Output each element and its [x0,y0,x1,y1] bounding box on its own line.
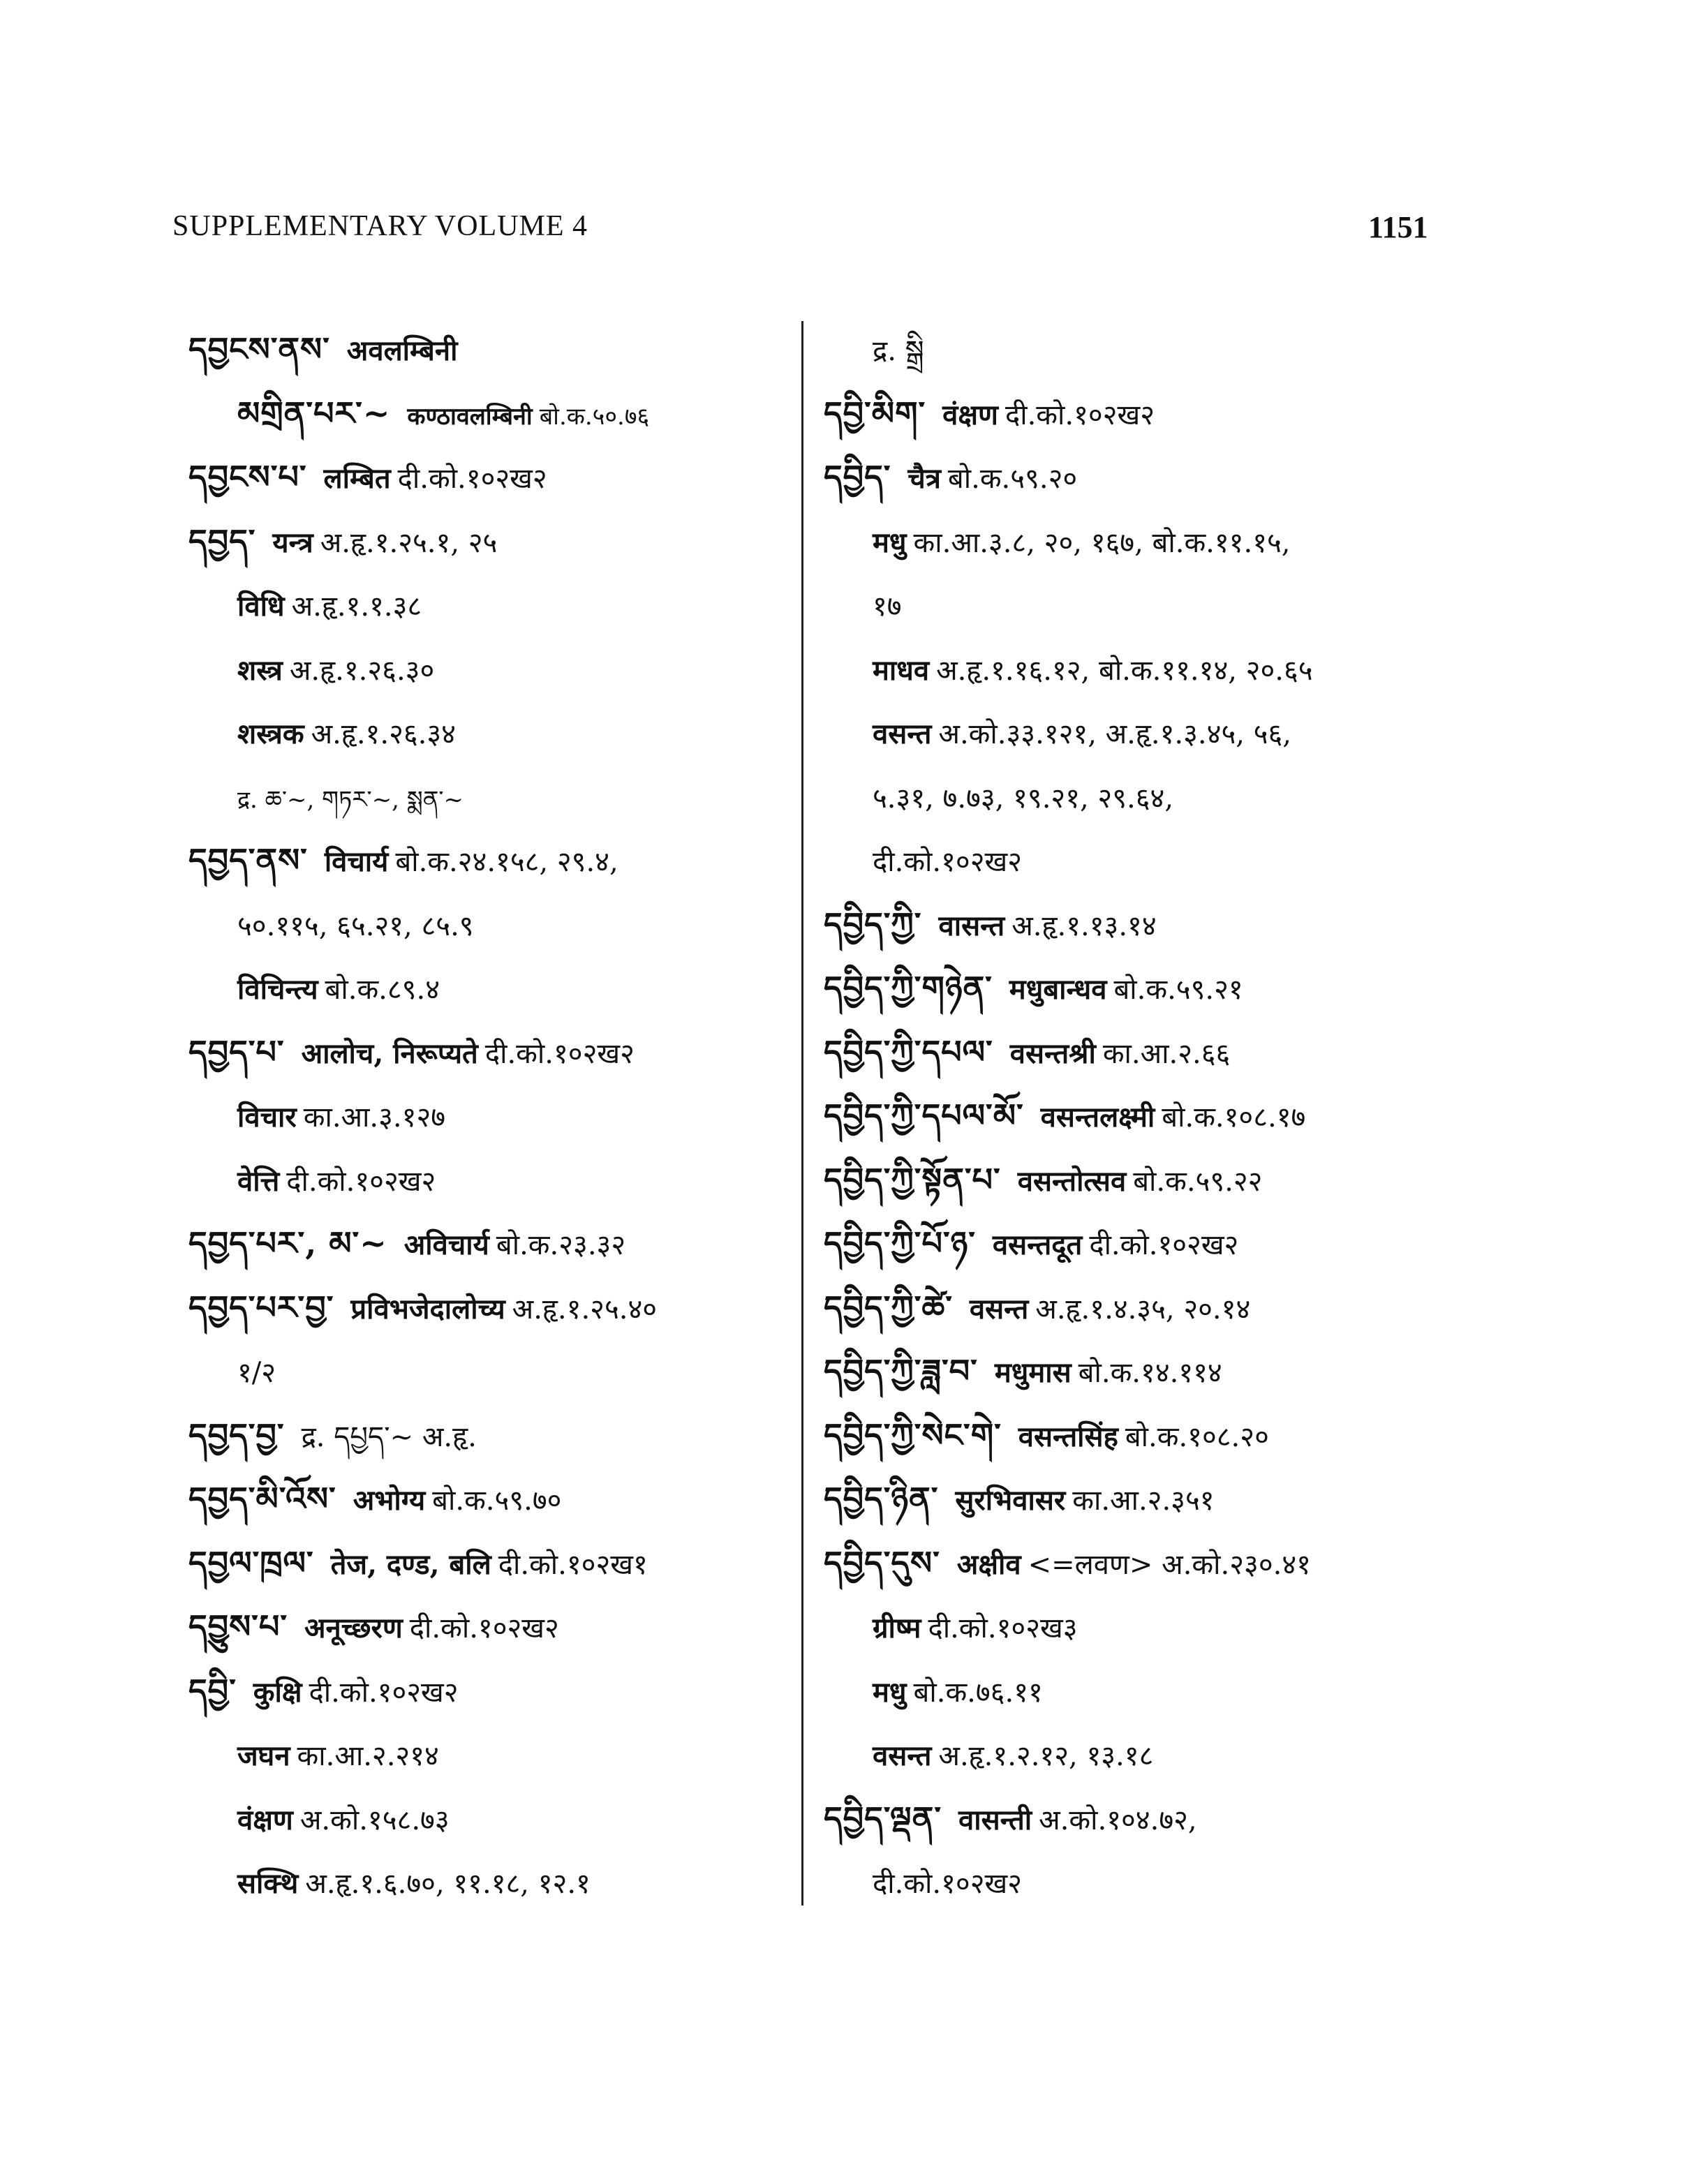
tibetan-headword: དབྱུས་པ་ [188,1607,288,1645]
dictionary-subentry [824,510,1522,574]
dictionary-entry [188,318,789,382]
dictionary-entry [824,1787,1522,1851]
sanskrit-equivalent: सुरभिवासर [955,1484,1066,1517]
dictionary-subentry [188,893,789,957]
source-reference: का.आ.२.३५१ [1072,1485,1215,1517]
source-reference: बो.क.५९.७० [432,1485,562,1517]
tibetan-headword: དབྱལ་ཁྲལ་ [188,1543,314,1582]
source-reference: द्र. ཆ་~, གཏར་~, སྨན་~ [237,785,464,814]
tibetan-headword: དབྱངས་པ་ [188,458,307,496]
source-reference: अ.हृ.१.४.३५, २०.१४ [1035,1293,1251,1325]
source-reference: अ.हृ.१.२.१२, १३.१८ [938,1740,1154,1772]
sanskrit-equivalent: वसन्त [873,718,932,750]
sanskrit-equivalent: ग्रीष्म [873,1612,921,1644]
dictionary-subentry [188,382,789,446]
source-reference: दी.को.१०२ख२ [873,846,1023,878]
dictionary-entry [188,510,789,574]
tibetan-headword: དབྱིད་ཀྱི་གཉེན་ [824,969,993,1006]
source-reference: अ.को.१५८.७३ [299,1804,450,1836]
sanskrit-equivalent: प्रविभजेदालोच्य [350,1292,505,1325]
sanskrit-equivalent: वसन्त [969,1292,1029,1325]
dictionary-entry [824,1531,1522,1596]
dictionary-subentry [188,701,789,765]
tibetan-headword: དབྱིད་ཀྱི་པོ་ཉ་ [824,1224,976,1262]
tibetan-headword: དབྱིད་ཀྱི་དཔལ་མོ་ [824,1097,1024,1134]
source-reference: बो.क.५९.२० [947,463,1078,495]
sanskrit-equivalent: अविचार्य [403,1228,489,1261]
source-reference: बो.क.२४.१५८, २९.४, [395,846,618,878]
dictionary-entry [824,1212,1522,1276]
dictionary-subentry [824,701,1522,765]
tibetan-headword: དབྱད་པར་, མ་~ [188,1224,387,1262]
sanskrit-equivalent: माधव [873,653,930,687]
tibetan-headword: དབྱད་མི་འོས་ [188,1480,336,1517]
running-header: SUPPLEMENTARY VOLUME 4 [172,210,588,242]
dictionary-entry [824,1404,1522,1468]
dictionary-subentry [824,765,1522,829]
source-reference: बो.क.८९.४ [325,974,440,1006]
dictionary-subentry [824,829,1522,893]
source-reference: अ.हृ.१.६.७०, ११.१८, १२.१ [305,1868,591,1900]
tibetan-headword: དབྱིད་ཉིན་ [824,1480,939,1517]
sanskrit-equivalent: सक्थि [237,1867,299,1900]
column-divider [801,321,803,1906]
source-reference: दी.को.१०२ख२ [286,1165,436,1198]
sanskrit-equivalent: शस्त्रक [237,718,304,750]
source-reference: अ.हृ.१.१३.१४ [1011,909,1157,942]
dictionary-entry [188,1659,789,1723]
page-number: 1151 [1368,210,1428,244]
dictionary-entry [824,1020,1522,1085]
tibetan-headword: མགྲིན་པར་~ [237,394,391,432]
tibetan-headword: དབྱི་མིག་ [824,394,926,432]
source-reference: १७ [873,590,902,623]
sanskrit-equivalent: मधुबान्धव [1009,973,1107,1006]
dictionary-subentry [188,765,789,829]
source-reference: अ.को.१०४.७२, [1039,1804,1197,1836]
source-reference: का.आ.२.२१४ [297,1740,439,1772]
sanskrit-equivalent: लम्बित [323,462,391,495]
dictionary-subentry [824,1595,1522,1659]
tibetan-headword: དབྱིད་ཀྱི་ཚེ་ [824,1288,953,1326]
sanskrit-equivalent: अनूच्छरण [304,1612,403,1644]
source-reference: अ.हृ.१.१.३८ [291,590,422,623]
source-reference: दी.को.१०२ख१ [498,1548,648,1581]
sanskrit-equivalent: अक्षीव [956,1547,1021,1581]
sanskrit-equivalent: वसन्तलक्ष्मी [1040,1101,1155,1134]
source-reference: अ.को.३३.१२१, अ.हृ.१.३.४५, ५६, [938,718,1291,750]
sanskrit-equivalent: वासन्ती [958,1803,1032,1836]
source-reference: <=लवण> अ.को.२३०.४१ [1028,1548,1311,1581]
tibetan-headword: དབྱིད་ཀྱི་སྟོན་པ་ [824,1160,1001,1198]
dictionary-entry [188,829,789,893]
dictionary-subentry [824,573,1522,637]
dictionary-entry [824,1276,1522,1340]
source-reference: दी.को.१०२ख३ [928,1612,1078,1644]
source-reference: बो.क.१०८.२० [1125,1420,1269,1453]
dictionary-entry [188,1276,789,1340]
tibetan-headword: དབྱིད་ཀྱི་དཔལ་ [824,1032,993,1071]
source-reference: बो.क.५९.२२ [1133,1165,1263,1198]
source-reference: द्र. སྒྲི [873,335,924,367]
tibetan-headword: དབྱིད་ཀྱི་ཟླ་བ་ [824,1352,978,1390]
source-reference: दी.को.१०२ख२ [1089,1229,1239,1261]
tibetan-headword: དབྱངས་ནས་ [188,330,330,368]
dictionary-entry [188,445,789,510]
sanskrit-equivalent: यन्त्र [272,526,313,559]
sanskrit-equivalent: अभोग्य [353,1484,426,1517]
dictionary-entry [824,1467,1522,1531]
source-reference: बो.क.७६.११ [913,1676,1043,1709]
sanskrit-equivalent: कुक्षि [253,1675,302,1709]
dictionary-entry [824,382,1522,446]
sanskrit-equivalent: विधि [237,590,285,623]
source-reference: बो.क.१०८.१७ [1162,1101,1306,1134]
sanskrit-equivalent: वसन्तसिंह [1018,1420,1118,1453]
sanskrit-equivalent: जघन [237,1739,290,1772]
dictionary-entry [824,1339,1522,1404]
left-column [188,318,789,1915]
source-reference: का.आ.३.१२७ [303,1101,446,1134]
source-reference: ५.३१, ७.७३, १९.२१, २९.६४, [873,782,1174,815]
sanskrit-equivalent: वसन्त [873,1739,932,1772]
source-reference: दी.को.१०२ख२ [484,1037,635,1070]
dictionary-entry [824,893,1522,957]
sanskrit-equivalent: वंक्षण [942,398,998,431]
sanskrit-equivalent: वसन्तदूत [992,1228,1083,1261]
right-column [824,318,1522,1915]
dictionary-entry [824,445,1522,510]
source-reference: दी.को.१०२ख२ [397,463,547,495]
source-reference: अ.हृ.१.२६.३० [289,654,435,687]
dictionary-subentry [188,637,789,701]
sanskrit-equivalent: वसन्तश्री [1009,1037,1096,1070]
source-reference: अ.हृ.१.२५.४० [512,1293,658,1325]
sanskrit-equivalent: मधु [873,526,907,559]
tibetan-headword: དབྱད་པར་བྱ་ [188,1288,334,1326]
source-reference: दी.को.१०२ख२ [409,1612,559,1644]
sanskrit-equivalent: वंक्षण [237,1803,293,1836]
tibetan-headword: དབྱིད་ཀྱི་ [824,905,922,943]
dictionary-subentry [188,573,789,637]
dictionary-subentry [188,956,789,1020]
source-reference: १/२ [237,1357,276,1389]
sanskrit-equivalent: वेत्ति [237,1164,280,1198]
dictionary-entry [188,1531,789,1596]
source-reference: अ.हृ.१.२६.३४ [311,718,456,750]
source-reference: अ.हृ.१.१६.१२, बो.क.११.१४, २०.६५ [936,654,1313,687]
sanskrit-equivalent: विचिन्त्य [237,973,318,1006]
dictionary-entry [188,1404,789,1468]
sanskrit-equivalent: चैत्र [907,462,941,495]
tibetan-headword: དབྱིད་ [824,458,891,496]
source-reference: का.आ.२.६६ [1102,1037,1231,1070]
dictionary-subentry [824,318,1522,382]
dictionary-entry [824,1084,1522,1148]
tibetan-headword: དབྱད་བྱ་ [188,1416,285,1454]
source-reference: ५०.११५, ६५.२१, ८५.९ [237,909,474,942]
sanskrit-equivalent: विचार्य [324,845,389,878]
dictionary-subentry [188,1084,789,1148]
dictionary-subentry [824,1723,1522,1787]
sanskrit-equivalent: आलोच, निरूप्यते [301,1037,478,1070]
dictionary-entry [824,956,1522,1020]
dictionary-subentry [824,1850,1522,1915]
source-reference: अ.हृ.१.२५.१, २५ [320,526,498,559]
tibetan-headword: དབྱད་ [188,521,256,560]
dictionary-subentry [188,1723,789,1787]
sanskrit-equivalent: विचार [237,1101,297,1134]
sanskrit-equivalent: अवलम्बिनी [346,334,458,367]
dictionary-subentry [824,637,1522,701]
source-reference: का.आ.३.८, २०, १६७, बो.क.११.१५, [913,526,1291,559]
tibetan-headword: དབྱད་པ་ [188,1032,285,1071]
tibetan-headword: དབྱིད་ལྡན་ [824,1799,942,1837]
tibetan-headword: དབྱད་ནས་ [188,841,308,879]
dictionary-entry [188,1212,789,1276]
source-reference: बो.क.२३.३२ [496,1229,626,1261]
dictionary-subentry [188,1787,789,1851]
sanskrit-equivalent: वासन्त [938,909,1005,942]
dictionary-subentry [824,1659,1522,1723]
tibetan-headword: དབྱིད་དུས་ [824,1543,940,1582]
sanskrit-equivalent: मधु [873,1675,907,1709]
dictionary-subentry [188,1850,789,1915]
tibetan-headword: དབྱི་ [188,1671,237,1709]
dictionary-entry [188,1595,789,1659]
source-reference: बो.क.१४.११४ [1078,1357,1222,1389]
sanskrit-equivalent: कण्ठावलम्बिनी [407,402,533,431]
sanskrit-equivalent: वसन्तोत्सव [1017,1164,1127,1198]
tibetan-headword: དབྱིད་ཀྱི་སེང་གེ་ [824,1416,1002,1454]
source-reference: दी.को.१०२ख२ [309,1676,459,1709]
dictionary-entry [188,1467,789,1531]
source-reference: दी.को.१०२ख२ [1005,399,1155,431]
dictionary-subentry [188,1339,789,1404]
dictionary-entry [824,1148,1522,1212]
sanskrit-equivalent: शस्त्र [237,653,283,687]
source-reference: द्र. དཔྱད་~ अ.हृ. [301,1420,477,1453]
sanskrit-equivalent: मधुमास [994,1356,1072,1389]
source-reference: बो.क.५९.२१ [1113,974,1243,1006]
dictionary-entry [188,1020,789,1085]
source-reference: बो.क.५०.७६ [539,402,650,431]
source-reference: दी.को.१०२ख२ [873,1868,1023,1900]
sanskrit-equivalent: तेज, दण्ड, बलि [330,1547,491,1581]
dictionary-subentry [188,1148,789,1212]
